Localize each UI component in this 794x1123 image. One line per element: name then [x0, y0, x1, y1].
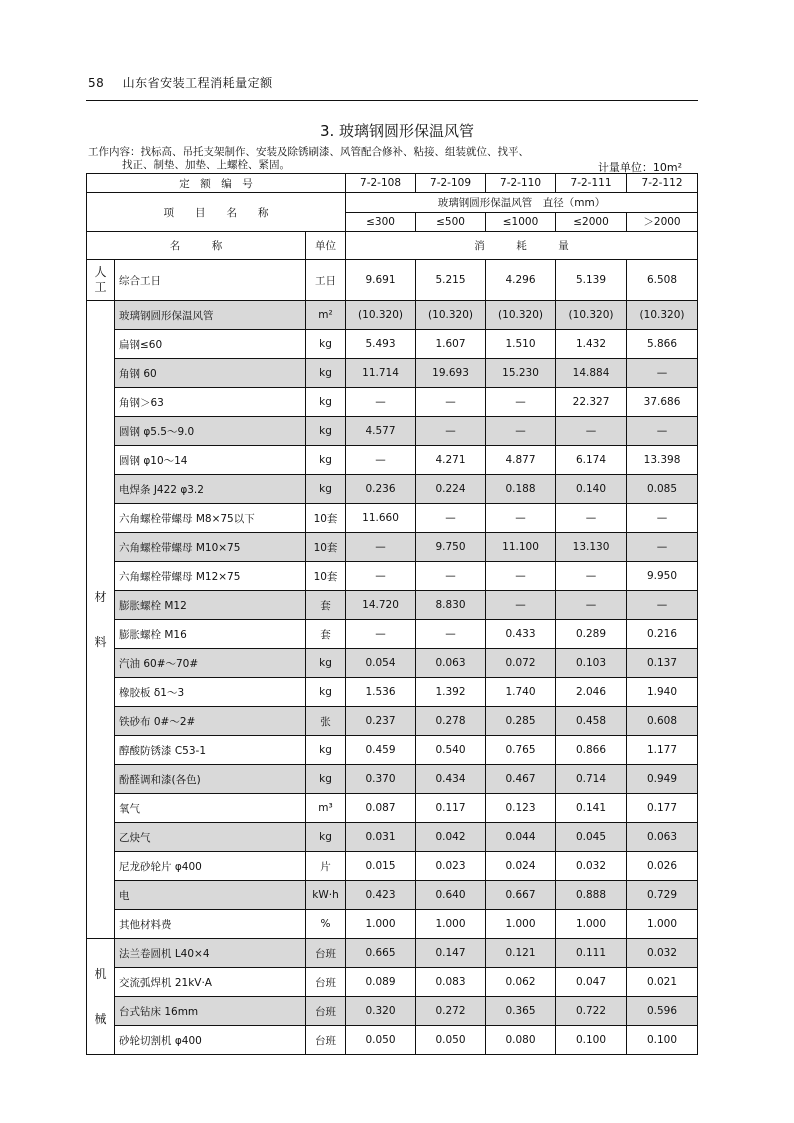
value-cell: 0.272 — [416, 997, 486, 1026]
value-cell: 1.740 — [486, 678, 556, 707]
value-cell: — — [556, 417, 627, 446]
value-cell: 1.000 — [556, 910, 627, 939]
table-row — [87, 359, 698, 388]
unit-label: 计量单位：10m² — [597, 161, 682, 174]
row-name: 六角螺栓带螺母 M10×75 — [115, 533, 306, 562]
value-cell: — — [416, 562, 486, 591]
row-unit: 片 — [306, 852, 346, 881]
row-unit: 工日 — [306, 260, 346, 301]
table-row — [87, 446, 698, 475]
value-cell: 0.054 — [346, 649, 416, 678]
row-name: 砂轮切割机 φ400 — [115, 1026, 306, 1055]
value-cell: 0.050 — [416, 1026, 486, 1055]
value-cell: 0.045 — [556, 823, 627, 852]
section-title: 3. 玻璃钢圆形保温风管 — [319, 122, 475, 140]
quota-code: 7-2-108 — [346, 174, 416, 193]
group-label: 玻璃钢圆形保温风管 直径（mm） — [346, 193, 698, 213]
row-unit: kg — [306, 649, 346, 678]
row-unit: 张 — [306, 707, 346, 736]
table-row — [87, 475, 698, 504]
value-cell: — — [627, 417, 698, 446]
row-name: 电焊条 J422 φ3.2 — [115, 475, 306, 504]
row-name: 综合工日 — [115, 260, 306, 301]
value-cell: 0.370 — [346, 765, 416, 794]
book-title: 山东省安装工程消耗量定额 — [122, 76, 273, 90]
value-cell: 0.596 — [627, 997, 698, 1026]
row-name: 膨胀螺栓 M16 — [115, 620, 306, 649]
value-cell: 0.100 — [627, 1026, 698, 1055]
row-unit: kg — [306, 823, 346, 852]
value-cell: (10.320) — [416, 301, 486, 330]
row-name: 膨胀螺栓 M12 — [115, 591, 306, 620]
table-row — [87, 533, 698, 562]
value-cell: — — [416, 417, 486, 446]
value-cell: 0.021 — [627, 968, 698, 997]
table-row — [87, 968, 698, 997]
row-name: 角钢＞63 — [115, 388, 306, 417]
value-cell: 0.031 — [346, 823, 416, 852]
row-name: 交流弧焊机 21kV·A — [115, 968, 306, 997]
value-cell: 1.000 — [416, 910, 486, 939]
row-unit: 台班 — [306, 939, 346, 968]
value-cell: 0.103 — [556, 649, 627, 678]
row-unit: 套 — [306, 591, 346, 620]
value-cell: — — [556, 591, 627, 620]
table-row — [87, 620, 698, 649]
value-cell: 0.089 — [346, 968, 416, 997]
value-cell: — — [627, 504, 698, 533]
diameter-label: ≤300 — [346, 212, 416, 232]
value-cell: 0.024 — [486, 852, 556, 881]
diameter-label: ≤500 — [416, 212, 486, 232]
row-name: 橡胶板 δ1～3 — [115, 678, 306, 707]
value-cell: 0.063 — [416, 649, 486, 678]
table-row — [87, 823, 698, 852]
value-cell: 19.693 — [416, 359, 486, 388]
value-cell: 4.271 — [416, 446, 486, 475]
value-cell: 1.000 — [346, 910, 416, 939]
value-cell: 0.111 — [556, 939, 627, 968]
row-unit: kW·h — [306, 881, 346, 910]
value-cell: 9.950 — [627, 562, 698, 591]
table-row — [87, 260, 698, 301]
quota-table — [86, 173, 698, 1055]
row-name: 酚醛调和漆(各色) — [115, 765, 306, 794]
table-row — [87, 997, 698, 1026]
table-row — [87, 939, 698, 968]
row-unit: kg — [306, 330, 346, 359]
value-cell: 13.130 — [556, 533, 627, 562]
value-cell: 0.015 — [346, 852, 416, 881]
row-unit: m³ — [306, 794, 346, 823]
value-cell: 0.042 — [416, 823, 486, 852]
value-cell: 0.608 — [627, 707, 698, 736]
table-row — [87, 388, 698, 417]
value-cell: 1.536 — [346, 678, 416, 707]
value-cell: 1.510 — [486, 330, 556, 359]
value-cell: (10.320) — [556, 301, 627, 330]
value-cell: 8.830 — [416, 591, 486, 620]
row-unit: 台班 — [306, 997, 346, 1026]
row-name: 台式钻床 16mm — [115, 997, 306, 1026]
row-unit: kg — [306, 359, 346, 388]
value-cell: 0.140 — [556, 475, 627, 504]
value-cell: 0.083 — [416, 968, 486, 997]
table-row — [87, 707, 698, 736]
value-cell: 0.640 — [416, 881, 486, 910]
value-cell: 0.458 — [556, 707, 627, 736]
value-cell: 0.729 — [627, 881, 698, 910]
row-unit: % — [306, 910, 346, 939]
value-cell: 0.467 — [486, 765, 556, 794]
value-cell: 0.032 — [627, 939, 698, 968]
value-cell: 6.174 — [556, 446, 627, 475]
row-unit: kg — [306, 388, 346, 417]
value-cell: 5.215 — [416, 260, 486, 301]
page-header — [88, 74, 273, 91]
value-cell: 0.216 — [627, 620, 698, 649]
row-name: 汽油 60#～70# — [115, 649, 306, 678]
value-cell: 0.236 — [346, 475, 416, 504]
value-cell: 9.750 — [416, 533, 486, 562]
value-cell: 0.285 — [486, 707, 556, 736]
value-cell: — — [486, 504, 556, 533]
value-cell: 0.141 — [556, 794, 627, 823]
value-cell: 14.884 — [556, 359, 627, 388]
value-cell: 0.765 — [486, 736, 556, 765]
work-content-line1: 工作内容：找标高、吊托支架制作、安装及除锈刷漆、风管配合修补、粘接、组装就位、找平、 — [88, 146, 529, 158]
value-cell: 0.224 — [416, 475, 486, 504]
category-labor: 人 工 — [87, 260, 115, 301]
row-unit: 10套 — [306, 533, 346, 562]
value-cell: 0.100 — [556, 1026, 627, 1055]
table-row — [87, 562, 698, 591]
row-name: 醇酸防锈漆 C53-1 — [115, 736, 306, 765]
value-cell: 0.047 — [556, 968, 627, 997]
value-cell: — — [627, 533, 698, 562]
table-row — [87, 678, 698, 707]
value-cell: 0.237 — [346, 707, 416, 736]
value-cell: 0.888 — [556, 881, 627, 910]
value-cell: 14.720 — [346, 591, 416, 620]
value-cell: — — [346, 562, 416, 591]
table-row — [87, 504, 698, 533]
value-cell: 0.714 — [556, 765, 627, 794]
value-cell: 0.177 — [627, 794, 698, 823]
value-cell: 0.123 — [486, 794, 556, 823]
row-unit: 10套 — [306, 562, 346, 591]
value-cell: 22.327 — [556, 388, 627, 417]
row-unit: kg — [306, 678, 346, 707]
value-cell: 4.877 — [486, 446, 556, 475]
row-name: 法兰卷圆机 L40×4 — [115, 939, 306, 968]
value-cell: — — [346, 446, 416, 475]
value-cell: 0.062 — [486, 968, 556, 997]
value-cell: 4.296 — [486, 260, 556, 301]
value-cell: 0.949 — [627, 765, 698, 794]
diameter-label: ≤1000 — [486, 212, 556, 232]
work-content-line2: 找正、制垫、加垫、上螺栓、紧固。 — [122, 159, 290, 171]
row-name: 铁砂布 0#～2# — [115, 707, 306, 736]
row-unit: 台班 — [306, 968, 346, 997]
row-unit: 套 — [306, 620, 346, 649]
table-row — [87, 794, 698, 823]
value-cell: — — [416, 620, 486, 649]
table-row — [87, 736, 698, 765]
value-cell: 0.540 — [416, 736, 486, 765]
value-cell: 11.100 — [486, 533, 556, 562]
row-name: 氧气 — [115, 794, 306, 823]
value-cell: 0.121 — [486, 939, 556, 968]
table-row — [87, 649, 698, 678]
value-cell: 1.432 — [556, 330, 627, 359]
value-cell: 0.365 — [486, 997, 556, 1026]
value-cell: 1.607 — [416, 330, 486, 359]
value-cell: 1.177 — [627, 736, 698, 765]
page-number: 58 — [88, 76, 105, 90]
value-cell: — — [556, 504, 627, 533]
row-name: 扁钢≤60 — [115, 330, 306, 359]
row-name: 六角螺栓带螺母 M12×75 — [115, 562, 306, 591]
row-unit: m² — [306, 301, 346, 330]
row-name: 六角螺栓带螺母 M8×75以下 — [115, 504, 306, 533]
value-cell: — — [346, 620, 416, 649]
value-cell: 0.147 — [416, 939, 486, 968]
quota-code: 7-2-111 — [556, 174, 627, 193]
header-rule — [86, 100, 698, 101]
value-cell: 0.722 — [556, 997, 627, 1026]
table-row — [87, 765, 698, 794]
value-cell: 0.278 — [416, 707, 486, 736]
value-cell: 15.230 — [486, 359, 556, 388]
unit-column-header: 单位 — [306, 232, 346, 260]
row-unit: 10套 — [306, 504, 346, 533]
value-cell: — — [346, 388, 416, 417]
value-cell: (10.320) — [346, 301, 416, 330]
table-row — [87, 852, 698, 881]
row-unit: kg — [306, 475, 346, 504]
value-cell: 1.000 — [486, 910, 556, 939]
diameter-label: ≤2000 — [556, 212, 627, 232]
value-cell: — — [346, 533, 416, 562]
row-unit: kg — [306, 417, 346, 446]
value-cell: 1.000 — [627, 910, 698, 939]
value-cell: — — [416, 504, 486, 533]
table-row — [87, 301, 698, 330]
value-cell: 1.392 — [416, 678, 486, 707]
value-cell: 0.117 — [416, 794, 486, 823]
value-cell: — — [627, 591, 698, 620]
row-unit: 台班 — [306, 1026, 346, 1055]
table-row — [87, 417, 698, 446]
consumption-header: 消 耗 量 — [346, 232, 698, 260]
quota-code: 7-2-110 — [486, 174, 556, 193]
value-cell: — — [486, 388, 556, 417]
row-name: 电 — [115, 881, 306, 910]
item-group-row — [87, 193, 698, 213]
category-material: 材 料 — [87, 301, 115, 939]
value-cell: 0.072 — [486, 649, 556, 678]
value-cell: — — [627, 359, 698, 388]
item-label: 项 目 名 称 — [87, 193, 346, 232]
row-name: 乙炔气 — [115, 823, 306, 852]
value-cell: — — [556, 562, 627, 591]
value-cell: 0.044 — [486, 823, 556, 852]
row-unit: kg — [306, 765, 346, 794]
quota-label: 定 额 编 号 — [87, 174, 346, 193]
value-cell: 0.080 — [486, 1026, 556, 1055]
quota-code: 7-2-112 — [627, 174, 698, 193]
diameter-label: ＞2000 — [627, 212, 698, 232]
value-cell: 0.087 — [346, 794, 416, 823]
column-header-row — [87, 232, 698, 260]
value-cell: 11.660 — [346, 504, 416, 533]
row-name: 角钢 60 — [115, 359, 306, 388]
value-cell: — — [486, 417, 556, 446]
value-cell: 9.691 — [346, 260, 416, 301]
value-cell: 0.063 — [627, 823, 698, 852]
table-row — [87, 330, 698, 359]
row-unit: kg — [306, 446, 346, 475]
table-row — [87, 910, 698, 939]
value-cell: 13.398 — [627, 446, 698, 475]
value-cell: — — [486, 562, 556, 591]
row-unit: kg — [306, 736, 346, 765]
row-name: 圆钢 φ5.5～9.0 — [115, 417, 306, 446]
table-row — [87, 1026, 698, 1055]
value-cell: (10.320) — [627, 301, 698, 330]
value-cell: 0.434 — [416, 765, 486, 794]
value-cell: 0.188 — [486, 475, 556, 504]
value-cell: 0.459 — [346, 736, 416, 765]
row-name: 圆钢 φ10～14 — [115, 446, 306, 475]
value-cell: 1.940 — [627, 678, 698, 707]
value-cell: 0.320 — [346, 997, 416, 1026]
value-cell: 0.665 — [346, 939, 416, 968]
value-cell: 0.289 — [556, 620, 627, 649]
row-name: 尼龙砂轮片 φ400 — [115, 852, 306, 881]
value-cell: 2.046 — [556, 678, 627, 707]
value-cell: 0.433 — [486, 620, 556, 649]
value-cell: 0.085 — [627, 475, 698, 504]
value-cell: 0.137 — [627, 649, 698, 678]
value-cell: 0.032 — [556, 852, 627, 881]
value-cell: 37.686 — [627, 388, 698, 417]
value-cell: (10.320) — [486, 301, 556, 330]
value-cell: — — [486, 591, 556, 620]
value-cell: 0.050 — [346, 1026, 416, 1055]
value-cell: 0.866 — [556, 736, 627, 765]
value-cell: 5.139 — [556, 260, 627, 301]
value-cell: — — [416, 388, 486, 417]
value-cell: 0.023 — [416, 852, 486, 881]
quota-code: 7-2-109 — [416, 174, 486, 193]
value-cell: 4.577 — [346, 417, 416, 446]
value-cell: 0.026 — [627, 852, 698, 881]
value-cell: 0.667 — [486, 881, 556, 910]
value-cell: 5.493 — [346, 330, 416, 359]
value-cell: 5.866 — [627, 330, 698, 359]
value-cell: 6.508 — [627, 260, 698, 301]
table-row — [87, 881, 698, 910]
row-name: 其他材料费 — [115, 910, 306, 939]
value-cell: 0.423 — [346, 881, 416, 910]
quota-code-row — [87, 174, 698, 193]
table-row — [87, 591, 698, 620]
value-cell: 11.714 — [346, 359, 416, 388]
category-machine: 机 械 — [87, 939, 115, 1055]
row-name: 玻璃钢圆形保温风管 — [115, 301, 306, 330]
name-column-header: 名 称 — [87, 232, 306, 260]
